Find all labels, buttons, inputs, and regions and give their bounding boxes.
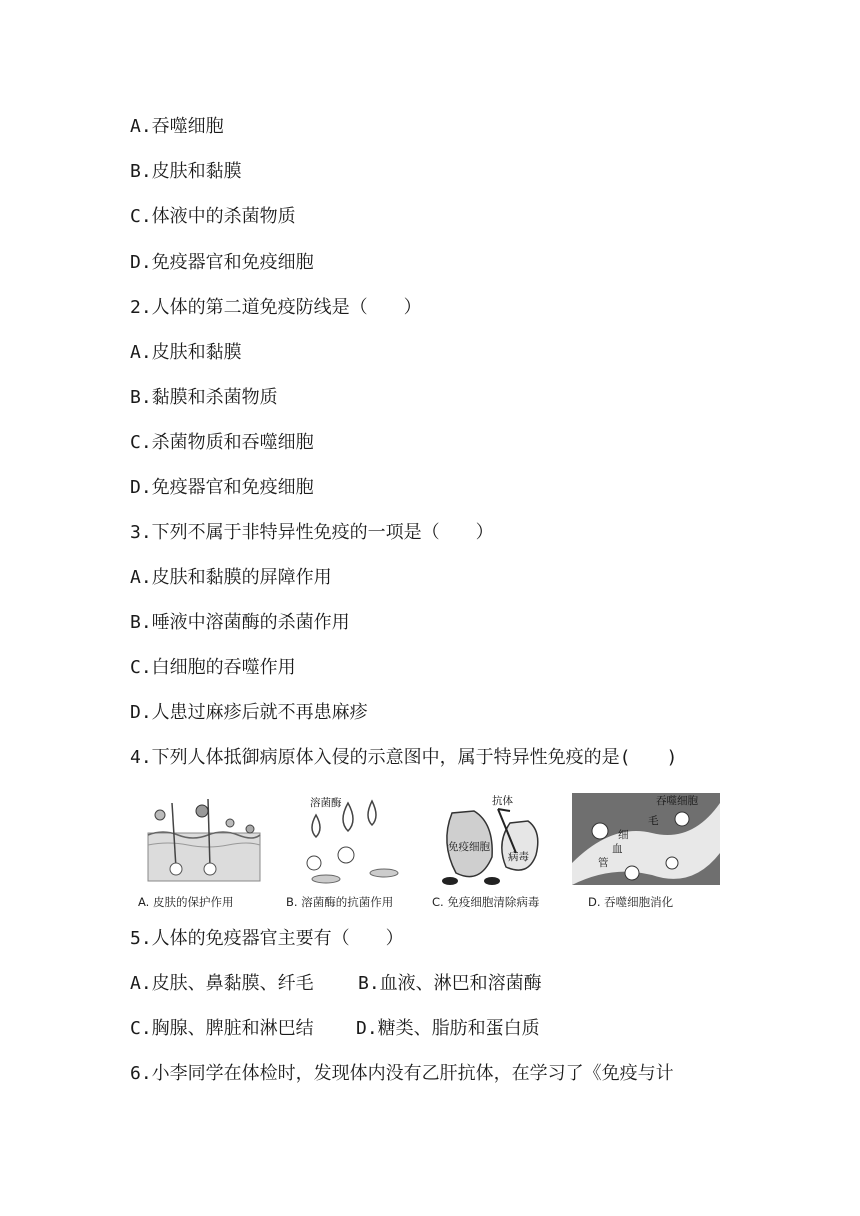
phagocyte-label: 吞噬细胞: [656, 795, 698, 807]
figure-d: [572, 793, 712, 913]
figure-b: [286, 793, 426, 913]
figure-a-caption: A. 皮肤的保护作用: [138, 895, 234, 909]
q3-option-d: D.人患过麻疹后就不再患麻疹: [130, 702, 368, 723]
q2-option-d: D.免疫器官和免疫细胞: [130, 477, 314, 498]
q4-stem: 4.下列人体抵御病原体入侵的示意图中，属于特异性免疫的是( ): [130, 747, 678, 768]
figure-c: [432, 793, 572, 913]
figure-b-caption: B. 溶菌酶的抗菌作用: [286, 895, 394, 909]
virus-label: 病毒: [508, 851, 529, 863]
q3-option-c: C.白细胞的吞噬作用: [130, 657, 296, 678]
skin-illustration: [138, 793, 268, 893]
q1-option-d: D.免疫器官和免疫细胞: [130, 252, 314, 273]
figure-a: [138, 793, 278, 913]
capillary-char-mao: 毛: [648, 815, 659, 827]
q3-option-a: A.皮肤和黏膜的屏障作用: [130, 567, 332, 588]
q5-option-c: C.胸腺、脾脏和淋巴结: [130, 1018, 314, 1039]
q5-option-a: A.皮肤、鼻黏膜、纤毛: [130, 973, 314, 994]
q5-option-d: D.糖类、脂肪和蛋白质: [356, 1018, 540, 1039]
figure-c-caption: C. 免疫细胞清除病毒: [432, 895, 540, 909]
q5-options-row-1: [130, 973, 542, 995]
q5-stem: 5.人体的免疫器官主要有（ ）: [130, 928, 404, 949]
q2-option-b: B.黏膜和杀菌物质: [130, 387, 278, 408]
q3-option-b: B.唾液中溶菌酶的杀菌作用: [130, 612, 350, 633]
q5-options-row-2: [130, 1018, 540, 1040]
antibody-label: 抗体: [492, 795, 513, 807]
capillary-char-xue: 血: [612, 843, 623, 855]
capillary-char-guan: 管: [598, 857, 609, 869]
q1-option-a: A.吞噬细胞: [130, 116, 224, 137]
q1-option-b: B.皮肤和黏膜: [130, 161, 242, 182]
lysozyme-illustration: [286, 793, 416, 893]
q5-option-b: B.血液、淋巴和溶菌酶: [358, 973, 542, 994]
q3-stem: 3.下列不属于非特异性免疫的一项是（ ）: [130, 522, 494, 543]
figure-d-caption: D. 吞噬细胞消化: [588, 895, 674, 909]
lysozyme-label: 溶菌酶: [310, 797, 342, 809]
q2-stem: 2.人体的第二道免疫防线是（ ）: [130, 297, 422, 318]
capillary-char-xi: 细: [618, 829, 629, 841]
q1-option-c: C.体液中的杀菌物质: [130, 206, 296, 227]
phagocyte-illustration: [572, 793, 720, 893]
q2-option-c: C.杀菌物质和吞噬细胞: [130, 432, 314, 453]
q2-option-a: A.皮肤和黏膜: [130, 342, 242, 363]
immune-cell-label: 免疫细胞: [448, 841, 490, 853]
q6-stem: 6.小李同学在体检时，发现体内没有乙肝抗体，在学习了《免疫与计: [130, 1063, 674, 1084]
